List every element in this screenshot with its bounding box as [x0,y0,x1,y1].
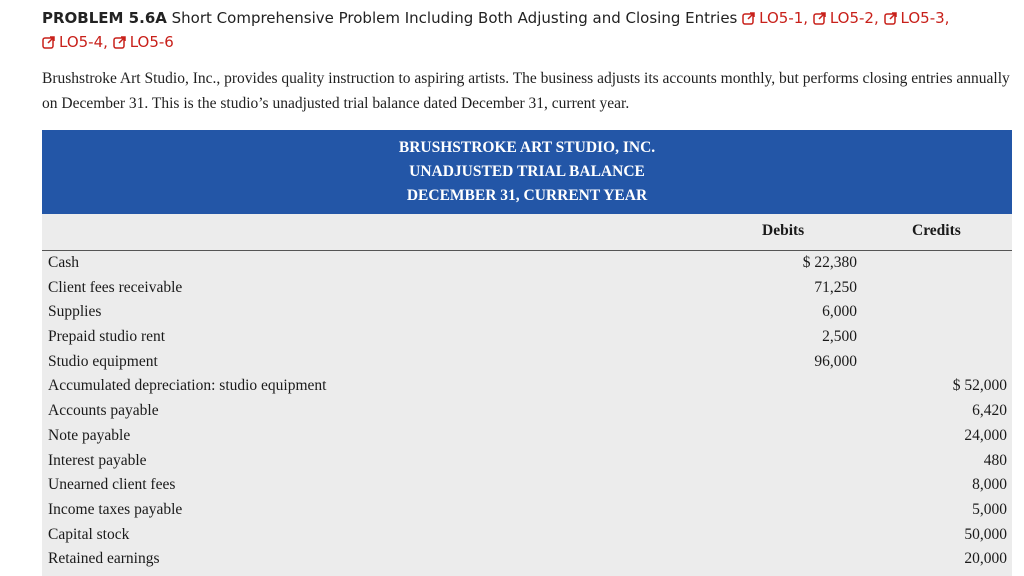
credit-amount: $ 52,000 [952,377,1007,395]
table-row [42,473,1012,498]
credit-amount: 8,000 [972,476,1007,494]
account-name: Unearned client fees [48,476,176,494]
credit-amount: 6,420 [972,402,1007,420]
account-name: Income taxes payable [48,500,183,518]
statement-title: UNADJUSTED TRIAL BALANCE [409,163,645,180]
table-row [42,449,1012,474]
credit-amount: 20,000 [964,550,1007,568]
lo-label: LO5-6 [129,33,174,51]
lo-link-4[interactable] [42,33,108,51]
account-name: Accumulated depreciation: studio equipment [48,377,327,395]
account-name: Studio equipment [48,352,158,370]
debit-amount: 71,250 [814,278,857,296]
account-name: Retained earnings [48,550,160,568]
lo-link-3[interactable] [884,9,950,27]
credits-header: Credits [912,222,961,239]
lo-label: LO5-3, [900,9,950,27]
table-row [42,374,1012,399]
problem-number: PROBLEM 5.6A [42,9,167,27]
table-row [42,547,1012,572]
external-link-icon [884,11,898,25]
credit-amount: 50,000 [964,525,1007,543]
external-link-icon [42,35,56,49]
debits-header: Debits [762,222,805,239]
table-row [42,424,1012,449]
debit-amount: 96,000 [814,352,857,370]
lo-label: LO5-2, [829,9,879,27]
lo-link-1[interactable] [742,9,808,27]
company-name: BRUSHSTROKE ART STUDIO, INC. [398,139,656,156]
account-name: Prepaid studio rent [48,328,166,346]
lo-link-2[interactable] [813,9,879,27]
table-row [42,498,1012,523]
lo-label: LO5-4, [59,33,108,51]
lo-link-5[interactable] [113,33,174,51]
table-row [42,325,1012,350]
statement-date: DECEMBER 31, CURRENT YEAR [406,187,648,204]
problem-heading [42,6,1012,54]
intro-paragraph: Brushstroke Art Studio, Inc., provides quality instruction to aspiring artists. The business adjusts its accounts monthly, but performs closing entries annually on December 31. This is the studio’s unadjusted trial balance dated December 31, current year. [42,70,1010,112]
account-name: Capital stock [48,525,130,543]
account-name: Interest payable [48,451,147,469]
external-link-icon [113,35,127,49]
credit-amount: 480 [983,451,1007,469]
table-row [42,251,1012,276]
table-row [42,523,1012,548]
table-row [42,350,1012,375]
account-name: Client fees receivable [48,278,183,296]
trial-balance-rows [42,251,1012,572]
account-name: Supplies [48,303,102,321]
lo-label: LO5-1, [759,9,809,27]
account-name: Cash [48,254,79,271]
trial-balance-header [42,130,1012,214]
credit-amount: 5,000 [972,500,1007,518]
problem-title: Short Comprehensive Problem Including Both Adjusting and Closing Entries [171,9,738,27]
debit-amount: 2,500 [822,328,857,346]
external-link-icon [813,11,827,25]
table-row [42,276,1012,301]
account-name: Note payable [48,426,131,444]
external-link-icon [742,11,756,25]
credit-amount: 24,000 [964,426,1007,444]
table-row [42,399,1012,424]
account-name: Accounts payable [48,402,159,420]
debit-amount: $ 22,380 [802,254,857,271]
table-row [42,300,1012,325]
debit-amount: 6,000 [822,303,857,321]
